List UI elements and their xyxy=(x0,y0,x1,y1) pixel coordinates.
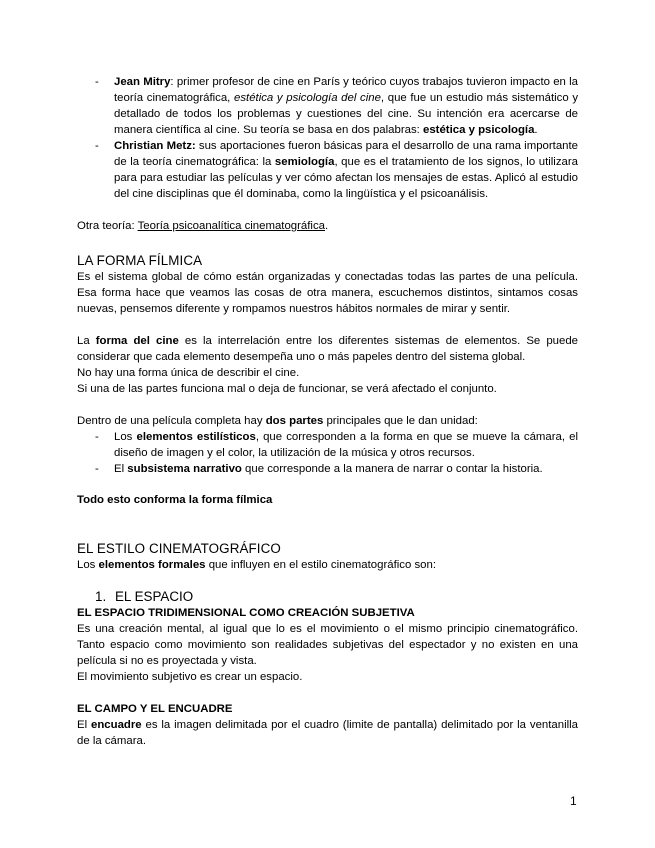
work-title: estética y psicología del cine xyxy=(234,92,381,104)
theorists-list xyxy=(77,74,578,202)
theorist-name: Jean Mitry xyxy=(114,76,171,88)
item-number: 1. xyxy=(95,589,107,604)
list-item: - El subsistema narrativo que corresponde a la manera de narrar o contar la historia. xyxy=(77,461,578,477)
page-number: 1 xyxy=(570,794,577,808)
parts-list xyxy=(77,429,578,477)
paragraph: Los elementos formales que influyen en el estilo cinematográfico son: xyxy=(77,559,437,571)
paragraph: Dentro de una película completa hay dos partes principales que le dan unidad: xyxy=(77,415,478,427)
paragraph: La forma del cine es la interrelación entre los diferentes sistemas de elementos. Se puede considerar que cada elemento desempeña uno o más papeles dentro del sistema global. xyxy=(77,335,578,363)
keyword: semiología xyxy=(274,156,335,168)
item-title: EL ESPACIO xyxy=(115,589,194,604)
paragraph: No hay una forma única de describir el cine. xyxy=(77,367,300,379)
theorist-name: Christian Metz: xyxy=(114,140,196,152)
other-theory: Otra teoría: Teoría psicoanalítica cinematográfica. xyxy=(77,220,329,232)
paragraph: El movimiento subjetivo es crear un espacio. xyxy=(77,671,303,683)
paragraph: El encuadre es la imagen delimitada por el cuadro (limite de pantalla) delimitado por la ventanilla de la cámara. xyxy=(77,719,578,747)
subheading: EL ESPACIO TRIDIMENSIONAL COMO CREACIÓN SUBJETIVA xyxy=(77,607,415,619)
paragraph: Es el sistema global de cómo están organizadas y conectadas todas las partes de una película. Esa forma hace que veamos las cosas de otra manera, escuchemos distintos, sintamos cosas nuevas, pensemos diferente y rompamos nuestros hábitos normales de mirar y sentir. xyxy=(77,271,578,315)
heading-estilo: EL ESTILO CINEMATOGRÁFICO xyxy=(77,541,281,556)
keywords: estética y psicología xyxy=(423,124,535,136)
conclusion: Todo esto conforma la forma fílmica xyxy=(77,494,273,506)
heading-forma-filmica: LA FORMA FÍLMICA xyxy=(77,253,203,268)
paragraph: Es una creación mental, al igual que lo es el movimiento o el mismo principio cinematográfico. Tanto espacio como movimiento son realidades subjetivas del espectador y no existen en una película si no es proyectada y vista. xyxy=(77,623,578,667)
list-item-mitry: - Jean Mitry: primer profesor de cine en París y teórico cuyos trabajos tuvieron impacto en la teoría cinematográfica, estética y psicología del cine, que fue un estudio más sistemático y detallado de todos los problemas y cuestiones del cine. Su intención era acercarse de manera científica al cine. Su teoría se basa en dos palabras: estética y psicología. xyxy=(77,74,578,138)
numbered-heading xyxy=(77,588,578,605)
list-item: - Los elementos estilísticos, que corresponden a la forma en que se mueve la cámara, el diseño de imagen y el color, la utilización de la música y otros recursos. xyxy=(77,429,578,461)
list-item-metz: - Christian Metz: sus aportaciones fueron básicas para el desarrollo de una rama importante de la teoría cinematográfica: la semiología, que es el tratamiento de los signos, lo utilizara para para estudiar las películas y ver cómo afectan los mensajes de estas. Aplicó al estudio del cine disciplinas que él dominaba, como la lingüística y el psicoanálisis. xyxy=(77,138,578,202)
subheading: EL CAMPO Y EL ENCUADRE xyxy=(77,703,233,715)
paragraph: Si una de las partes funciona mal o deja de funcionar, se verá afectado el conjunto. xyxy=(77,383,497,395)
theory-link[interactable]: Teoría psicoanalítica cinematográfica xyxy=(137,220,325,232)
document-page xyxy=(77,74,578,749)
